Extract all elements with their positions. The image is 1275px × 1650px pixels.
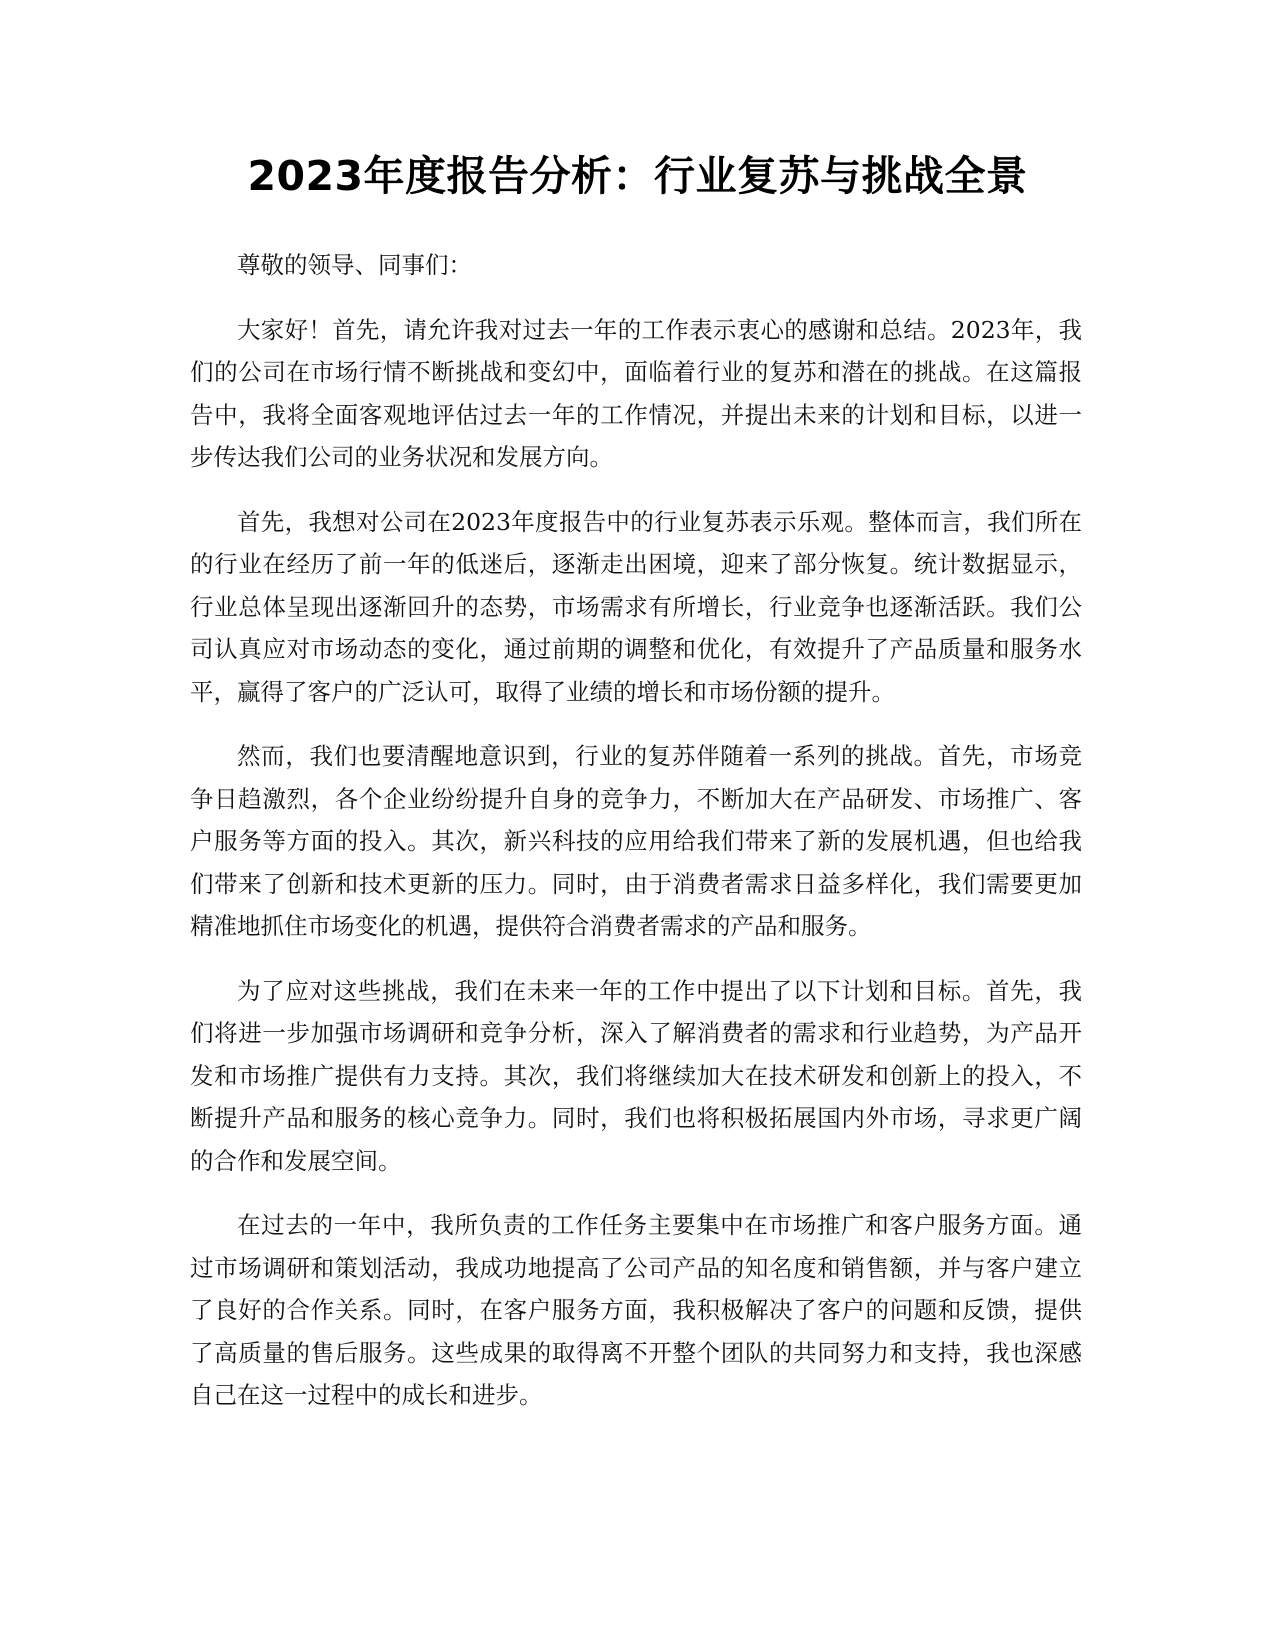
salutation: 尊敬的领导、同事们：: [237, 251, 472, 279]
document-title: 2023年度报告分析：行业复苏与挑战全景: [247, 152, 1028, 200]
document-body: [190, 244, 1082, 1439]
paragraph-challenges: 然而，我们也要清醒地意识到，行业的复苏伴随着一系列的挑战。首先，市场竞争日趋激烈，各个企业纷纷提升自身的竞争力，不断加大在产品研发、市场推广、客户服务等方面的投入。其次，新兴科技的应用给我们带来了新的发展机遇，但也给我们带来了创新和技术更新的压力。同时，由于消费者需求日益多样化，我们需要更加精准地抓住市场变化的机遇，提供符合消费者需求的产品和服务。: [190, 742, 1082, 940]
paragraph-personal-work: 在过去的一年中，我所负责的工作任务主要集中在市场推广和客户服务方面。通过市场调研和策划活动，我成功地提高了公司产品的知名度和销售额，并与客户建立了良好的合作关系。同时，在客户服务方面，我积极解决了客户的问题和反馈，提供了高质量的售后服务。这些成果的取得离不开整个团队的共同努力和支持，我也深感自己在这一过程中的成长和进步。: [190, 1211, 1082, 1409]
paragraph-plans-and-goals: 为了应对这些挑战，我们在未来一年的工作中提出了以下计划和目标。首先，我们将进一步加强市场调研和竞争分析，深入了解消费者的需求和行业趋势，为产品开发和市场推广提供有力支持。其次，我们将继续加大在技术研发和创新上的投入，不断提升产品和服务的核心竞争力。同时，我们也将积极拓展国内外市场，寻求更广阔的合作和发展空间。: [190, 976, 1082, 1175]
paragraph-intro: 大家好！首先，请允许我对过去一年的工作表示衷心的感谢和总结。2023年，我们的公司在市场行情不断挑战和变幻中，面临着行业的复苏和潜在的挑战。在这篇报告中，我将全面客观地评估过去一年的工作情况，并提出未来的计划和目标，以进一步传达我们公司的业务状况和发展方向。: [190, 315, 1082, 471]
paragraph-industry-recovery: 首先，我想对公司在2023年度报告中的行业复苏表示乐观。整体而言，我们所在的行业在经历了前一年的低迷后，逐渐走出困境，迎来了部分恢复。统计数据显示，行业总体呈现出逐渐回升的态势，市场需求有所增长，行业竞争也逐渐活跃。我们公司认真应对市场动态的变化，通过前期的调整和优化，有效提升了产品质量和服务水平，赢得了客户的广泛认可，取得了业绩的增长和市场份额的提升。: [190, 507, 1082, 706]
